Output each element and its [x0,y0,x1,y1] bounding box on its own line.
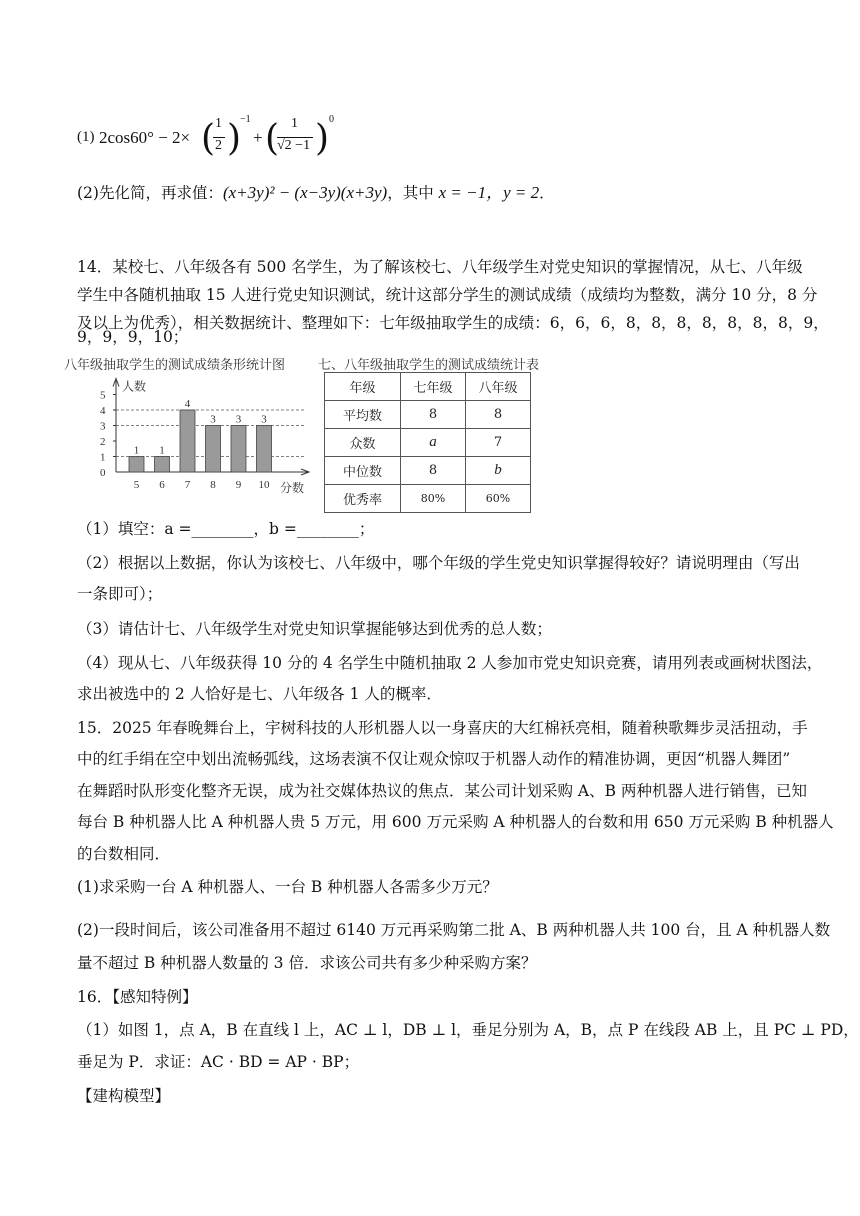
q14-sub2-line-2: 一条即可）； [77,585,163,603]
y-tick-label: 3 [100,420,106,433]
q13-p2-text: (2)先化简，再求值： [77,184,223,202]
bar [180,410,195,472]
chart-caption: 八年级抽取学生的测试成绩条形统计图 [64,358,286,373]
q16-heading-2: 【建构模型】 [77,1087,171,1105]
bar-value-label: 1 [133,444,140,457]
table-header-row [325,373,531,401]
bar-value-label: 4 [184,398,191,410]
bar-value-label: 3 [261,413,267,426]
q14-sub4-line-2: 求出被选中的 2 人恰好是七、八年级各 1 人的概率． [77,685,442,703]
x-tick-label: 8 [210,479,216,491]
q13-p2-end: ． [539,184,555,202]
q13-exp-0: 0 [329,114,334,125]
stats-table [324,372,531,513]
bar [257,426,272,473]
q13-p2-cond: x = −1，y = 2 [438,183,540,202]
q15-line-4: 每台 B 种机器人比 A 种机器人贵 5 万元，用 600 万元采购 A 种机器人的台数和用 650 万元采购 B 种机器人 [77,813,834,831]
q13-frac-num: 1 [291,116,298,131]
y-axis-label: 人数 [122,379,147,394]
table-cell: 80% [401,485,466,513]
q14-line-4: 9，9，9，10； [77,328,189,346]
q15-sub2-line-2: 量不超过 B 种机器人数量的 3 倍．求该公司共有多少种采购方案？ [77,954,537,972]
table-cell: a [401,429,466,457]
q15-line-5: 的台数相同． [77,845,171,863]
bar-chart [82,366,342,496]
q15-line-1: 15．2025 年春晚舞台上，宇树科技的人形机器人以一身喜庆的大红棉袄亮相，随着秧歌舞步灵活扭动，手 [77,719,808,737]
q13-frac-den: √2 −1 [277,138,311,153]
x-tick-label: 6 [159,479,165,491]
table-cell: 8 [466,401,531,429]
table-row [325,429,531,457]
table-header-cell: 八年级 [466,373,531,401]
y-tick-label: 5 [100,389,106,402]
bar [231,426,246,473]
table-header-cell: 七年级 [401,373,466,401]
table-cell: 优秀率 [325,485,401,513]
q15-line-2: 中的红手绢在空中划出流畅弧线，这场表演不仅让观众惊叹于机器人动作的精准协调，更因“机器人舞团” [77,750,791,768]
table-header-cell: 年级 [325,373,401,401]
bar [155,457,170,473]
table-cell: 8 [401,401,466,429]
q13-half-num: 1 [215,116,222,131]
bar [206,426,221,473]
table-cell: 8 [401,457,466,485]
x-tick-label: 5 [133,479,140,491]
y-tick-label: 4 [100,405,106,417]
table-cell: 众数 [325,429,401,457]
q13-part1 [77,116,337,162]
q13-paren-left: ( [201,118,216,159]
q13-half-den: 2 [215,138,222,153]
table-cell: 平均数 [325,401,401,429]
q13-paren-right: ) [227,118,242,159]
table-row [325,457,531,485]
q14-line-1: 14．某校七、八年级各有 500 名学生，为了解该校七、八年级学生对党史知识的掌握情况，从七、八年级 [77,258,803,276]
table-caption: 七、八年级抽取学生的测试成绩统计表 [318,358,540,373]
table-cell: 7 [466,429,531,457]
y-tick-label: 1 [100,451,106,464]
q14-sub4-line-1: （4）现从七、八年级获得 10 分的 4 名学生中随机抽取 2 人参加市党史知识竞赛，请用列表或画树状图法， [77,654,823,672]
table-row [325,401,531,429]
q16-sub1-line-1: （1）如图 1，点 A，B 在直线 l 上，AC ⊥ l，DB ⊥ l，垂足分别为 A，B，点 P 在线段 AB 上，且 PC ⊥ PD， [77,1021,859,1039]
x-tick-label: 9 [235,479,242,491]
bar-value-label: 3 [235,413,242,426]
q13-part2 [77,182,555,204]
y-tick-label: 0 [100,467,106,479]
q13-p2-cond-pre: ，其中 [387,184,439,202]
table-cell: 60% [466,485,531,513]
q13-paren2-right: ) [315,118,330,159]
q15-sub2-line-1: (2)一段时间后，该公司准备用不超过 6140 万元再采购第二批 A、B 两种机器人共 100 台，且 A 种机器人数 [77,921,831,939]
q14-sub2-line-1: （2）根据以上数据，你认为该校七、八年级中，哪个年级的学生党史知识掌握得较好？请说明理由（写出 [77,554,800,572]
table-cell: 中位数 [325,457,401,485]
table-cell: b [466,457,531,485]
bar [129,457,144,473]
q14-line-3: 及以上为优秀），相关数据统计、整理如下：七年级抽取学生的成绩：6，6，6，8，8，8，8，8，8，8，9， [77,314,829,332]
q16-sub1-line-2: 垂足为 P．求证：AC · BD = AP · BP； [77,1053,360,1071]
q13-paren2-left: ( [265,118,280,159]
x-tick-label: 10 [258,479,270,491]
x-axis-label: 分数 [280,481,305,495]
q14-sub1: （1）填空：a =________，b =________； [77,520,375,538]
table-row [325,485,531,513]
q14-sub3: （3）请估计七、八年级学生对党史知识掌握能够达到优秀的总人数； [77,620,552,638]
q15-line-3: 在舞蹈时队形变化整齐无误，成为社交媒体热议的焦点．某公司计划采购 A、B 两种机器人进行销售，已知 [77,782,807,800]
y-tick-label: 2 [100,436,106,448]
q13-p1-label: (1) [77,129,95,145]
q13-p2-expr: (x+3y)² − (x−3y)(x+3y) [222,183,388,202]
bar-value-label: 3 [210,413,216,426]
q15-sub1: (1)求采购一台 A 种机器人、一台 B 种机器人各需多少万元？ [77,878,498,896]
q13-plus: + [253,128,263,147]
bar-value-label: 1 [159,444,165,457]
q13-exp-neg1: −1 [240,114,251,125]
q14-line-2: 学生中各随机抽取 15 人进行党史知识测试，统计这部分学生的测试成绩（成绩均为整数，满分 10 分，8 分 [77,286,818,304]
x-tick-label: 7 [184,479,191,491]
q13-p1-expr: 2cos60° − 2× [99,128,191,147]
q16-heading-1: 16．【感知特例】 [77,988,198,1006]
